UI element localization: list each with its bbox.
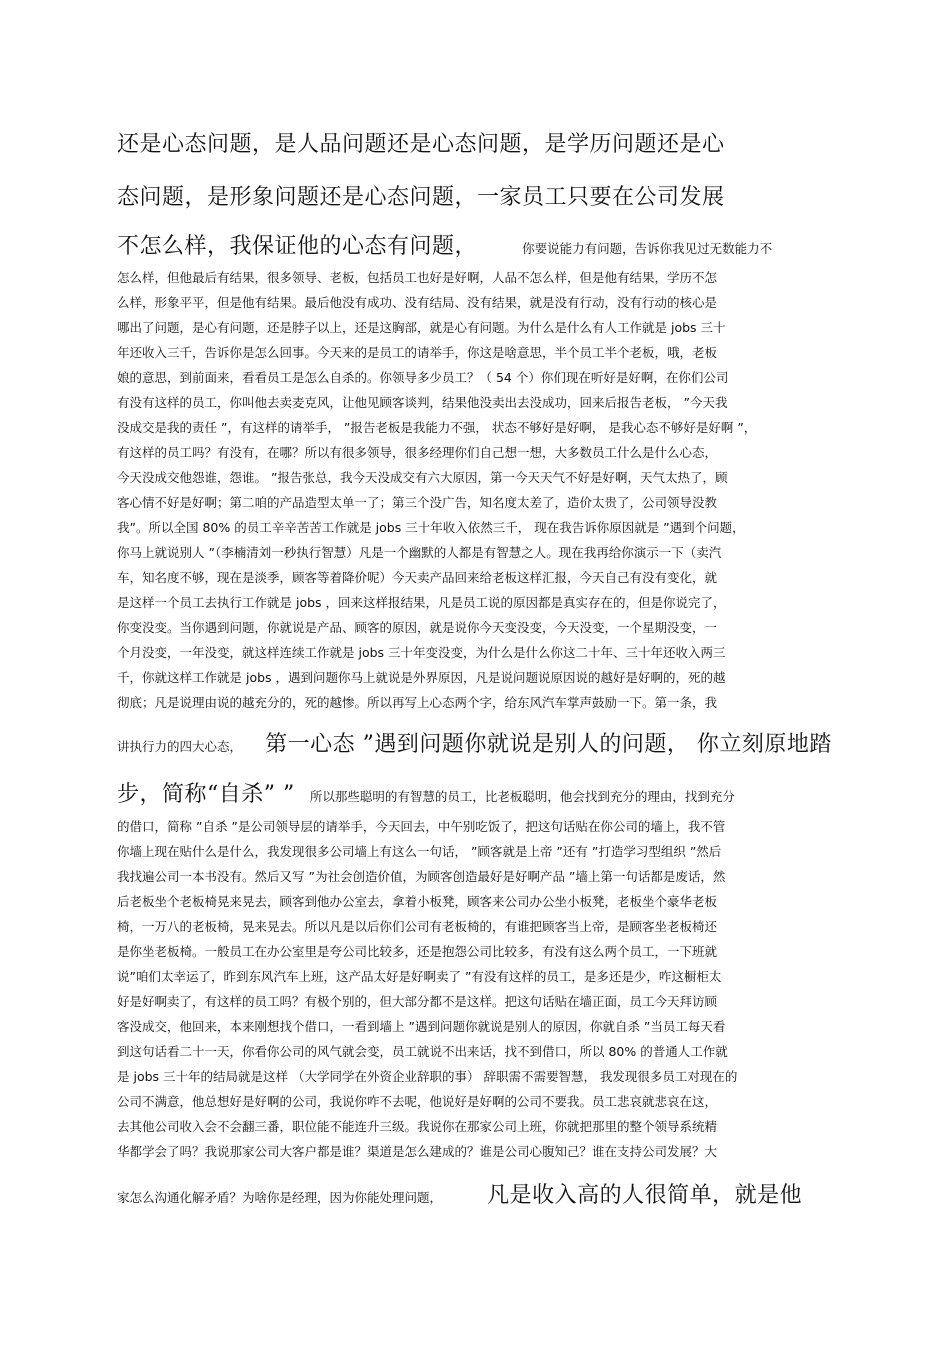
text-line-38-small: 家怎么沟通化解矛盾？为啥你是经理，因为你能处理问题，	[117, 1190, 443, 1205]
text-line-18: 你变没变。当你遇到问题，你就说是产品、顾客的原因，就是说你今天变没变，今天没变，一个星期没变，一	[117, 620, 718, 635]
text-line-34: 是 jobs 三十年的结局就是这样 （大学同学在外资企业辞职的事） 辞职需不需要智慧， 我发现很多员工对现在的	[117, 1069, 738, 1084]
text-line-3-large: 不怎么样，我保证他的心态有问题，	[117, 234, 478, 259]
text-line-24: 的借口，简称 ”自杀 ”是公司领导层的请举手，今天回去，中午别吃饭了，把这句话贴在你公司的墙上，我不管	[117, 819, 726, 834]
text-line-25: 你墙上现在贴什么是什么，我发现很多公司墙上有这么一句话， ”顾客就是上帝 ”还有 ”打造学习型组织 ”然后	[117, 844, 722, 859]
text-line-22	[117, 727, 832, 758]
text-line-14: 我”。所以全国 80% 的员工辛辛苦苦工作就是 jobs 三十年收入依然三千， 现在我告诉你原因就是 ”遇到个问题，	[117, 520, 745, 535]
text-line-35: 公司不满意，他总想好是好啊的公司，我说你咋不去呢，他说好是好啊的公司不要我。员工悲哀就悲哀在这，	[117, 1094, 718, 1109]
text-line-36: 去其他公司收入会不会翻三番，职位能不能连升三级。我说你在那家公司上班，你就把那里的整个领导系统精	[117, 1119, 718, 1134]
text-line-28: 椅，一万八的老板椅，晃来晃去。所以凡是以后你们公司有老板椅的，有谁把顾客当上帝，是顾客坐老板椅还	[117, 919, 718, 934]
text-line-8: 娘的意思，到前面来，看看员工是怎么自杀的。你领导多少员工？（ 54 个）你们现在听好是好啊，在你们公司	[117, 370, 729, 385]
text-line-6: 哪出了问题，是心有问题，还是脖子以上，还是这胸部，就是心有问题。为什么是什么有人工作就是 jobs 三十	[117, 320, 726, 335]
text-line-23-large: 步，简称“自杀” ”	[117, 782, 295, 807]
text-line-22-large: 第一心态 ”遇到问题你就说是别人的问题， 你立刻原地踏	[265, 732, 832, 757]
text-line-29: 是你坐老板椅。一般员工在办公室里是夸公司比较多，还是抱怨公司比较多，有没有这么两个员工，一下班就	[117, 944, 718, 959]
text-line-3-small: 你要说能力有问题，告诉你我见过无数能力不	[522, 241, 773, 256]
text-line-32: 客没成交，他回来，本来刚想找个借口，一看到墙上 ”遇到问题你就说是别人的原因，你就自杀 ”当员工每天看	[117, 1019, 726, 1034]
text-line-13: 客心情不好是好啊；第二咱的产品造型太单一了；第三个没广告，知名度太差了，造价太贵了，公司领导没教	[117, 495, 718, 510]
text-line-9: 有没有这样的员工，你叫他去卖麦克风，让他见顾客谈判，结果他没卖出去没成功，回来后报告老板， ”今天我	[117, 395, 728, 410]
text-line-7: 年还收入三千，告诉你是怎么回事。今天来的是员工的请举手，你这是啥意思，半个员工半个老板，哦，老板	[117, 345, 718, 360]
text-line-33: 到这句话看二十一天，你看你公司的风气就会变，员工就说不出来话，找不到借口，所以 80% 的普通人工作就	[117, 1044, 728, 1059]
text-line-10: 没成交是我的责任 ”，有这样的请举手， ”报告老板是我能力不强， 状态不够好是好啊， 是我心态不够好是好啊 ”，	[117, 420, 757, 435]
text-line-19: 个月没变，一年没变，就这样连续工作就是 jobs 三十年变没变，为什么是什么你这二十年、三十年还收入两三	[117, 645, 726, 660]
text-line-37: 华都学会了吗？我说那家公司大客户都是谁？渠道是怎么建成的？谁是公司心腹知己？谁在支持公司发展？大	[117, 1144, 718, 1159]
text-line-2: 态问题，是形象问题还是心态问题，一家员工只要在公司发展	[117, 185, 725, 210]
text-line-23	[117, 777, 735, 808]
text-line-22-small: 讲执行力的四大心态，	[117, 739, 243, 754]
text-line-38-large: 凡是收入高的人很简单，就是他	[487, 1183, 803, 1208]
text-line-23-small: 所以那些聪明的有智慧的员工，比老板聪明，他会找到充分的理由，找到充分	[309, 789, 735, 804]
text-line-11: 有这样的员工吗？有没有，在哪？所以有很多领导，很多经理你们自己想一想，大多数员工什么是什么心态，	[117, 445, 718, 460]
text-line-38	[117, 1178, 802, 1209]
text-line-3	[117, 229, 772, 260]
text-line-15: 你马上就说别人 ”（李楠清刘一秒执行智慧）凡是一个幽默的人都是有智慧之人。现在我再给你演示一下（卖汽	[117, 545, 722, 560]
text-line-1: 还是心态问题，是人品问题还是心态问题，是学历问题还是心	[117, 132, 725, 157]
text-line-12: 今天没成交他怨谁，怨谁。 ”报告张总，我今天没成交有六大原因，第一今天天气不好是好啊，天气太热了，顾	[117, 470, 728, 485]
text-line-17: 是这样一个员工去执行工作就是 jobs ，回来这样报结果，凡是员工说的原因都是真实存在的，但是你说完了，	[117, 595, 726, 610]
text-line-26: 我找遍公司一本书没有。然后又写 ”为社会创造价值，为顾客创造最好是好啊产品 ”墙上第一句话都是废话，然	[117, 869, 726, 884]
text-line-4: 怎么样，但他最后有结果，很多领导、老板，包括员工也好是好啊，人品不怎么样，但是他有结果，学历不怎	[117, 270, 718, 285]
text-line-5: 么样，形象平平，但是他有结果。最后他没有成功、没有结局、没有结果，就是没有行动，没有行动的核心是	[117, 295, 718, 310]
text-line-16: 车，知名度不够，现在是淡季，顾客等着降价呢）今天卖产品回来给老板这样汇报，今天自己有没有变化，就	[117, 570, 718, 585]
text-line-21: 彻底；凡是说理由说的越充分的，死的越惨。所以再写上心态两个字，给东风汽车掌声鼓励一下。第一条，我	[117, 695, 718, 710]
text-line-30: 说”咱们太幸运了，昨到东风汽车上班，这产品太好是好啊卖了 ”有没有这样的员工，是多还是少，咋这橱柜太	[117, 969, 722, 984]
text-line-31: 好是好啊卖了，有这样的员工吗？有极个别的，但大部分都不是这样。把这句话贴在墙正面，员工今天拜访顾	[117, 994, 718, 1009]
text-line-20: 千，你就这样工作就是 jobs ，遇到问题你马上就说是外界原因，凡是说问题说原因说的越好是好啊的，死的越	[117, 670, 726, 685]
text-line-27: 后老板坐个老板椅晃来晃去，顾客到他办公室去，拿着小板凳，顾客来公司办公坐小板凳，老板坐个豪华老板	[117, 894, 718, 909]
